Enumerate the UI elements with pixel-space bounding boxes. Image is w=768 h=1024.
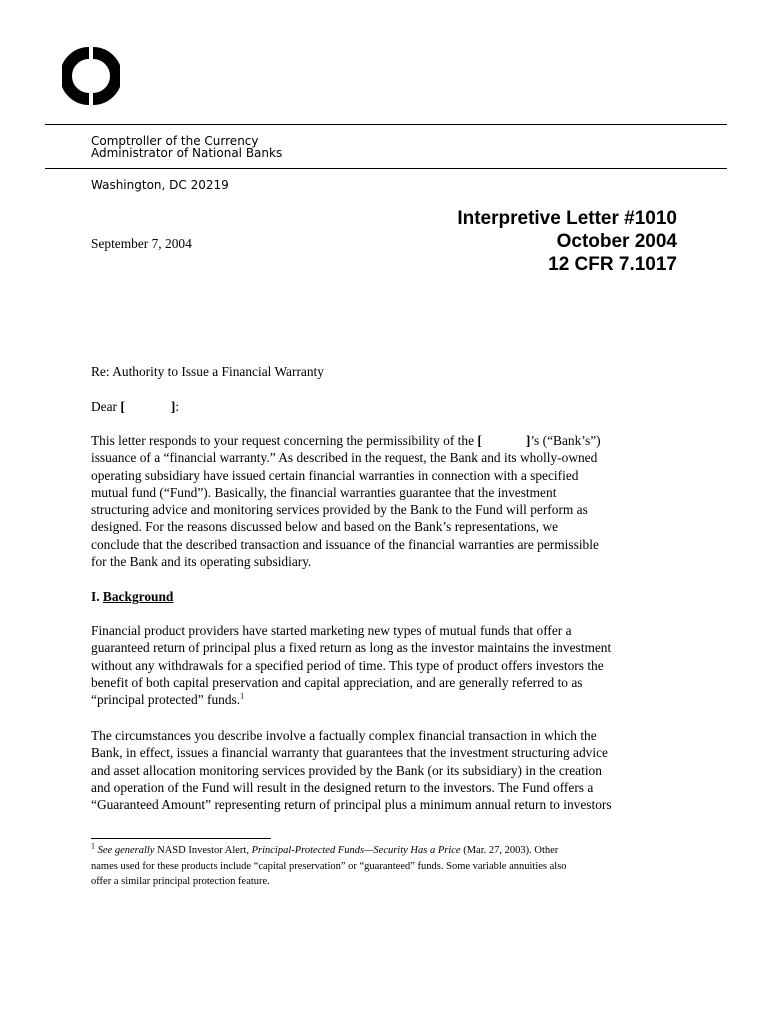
footnote-separator xyxy=(91,838,271,839)
letter-identifier xyxy=(457,207,677,276)
section-title: Background xyxy=(102,589,174,604)
footnote-text-2: (Mar. 27, 2003). Other xyxy=(460,845,559,856)
redaction-open-bracket: [ xyxy=(477,433,482,448)
subject-line: Re: Authority to Issue a Financial Warranty xyxy=(91,364,324,379)
paragraph-line: without any withdrawals for a specified period of time. This type of product offers investors the xyxy=(91,657,604,673)
paragraph-line xyxy=(91,432,681,449)
agency-name xyxy=(91,135,282,159)
agency-line-1: Comptroller of the Currency xyxy=(91,134,259,148)
paragraph-background xyxy=(91,622,681,708)
paragraph-line: for the Bank and its operating subsidiary. xyxy=(91,554,312,570)
paragraph-line: Financial product providers have started marketing new types of mutual funds that offer a xyxy=(91,623,572,638)
city-address: Washington, DC 20219 xyxy=(91,178,229,192)
salutation-colon: : xyxy=(175,399,180,414)
letter-date: September 7, 2004 xyxy=(91,236,192,251)
footnote-line: offer a similar principal protection feature. xyxy=(91,876,270,887)
paragraph-line: issuance of a “financial warranty.” As described in the request, the Bank and its wholly-owned xyxy=(91,450,598,466)
footnote-line xyxy=(91,843,691,859)
salutation-dear: Dear xyxy=(91,399,121,414)
letter-month: October 2004 xyxy=(556,231,677,252)
footnote-1 xyxy=(91,843,691,890)
redaction-close-bracket: ] xyxy=(525,433,531,448)
paragraph-circumstances xyxy=(91,727,681,813)
agency-line-2: Administrator of National Banks xyxy=(91,146,283,160)
para1-line1-start: This letter responds to your request concerning the permissibility of the xyxy=(91,433,478,448)
letter-number: Interpretive Letter #1010 xyxy=(457,208,677,229)
footnote-reference[interactable]: 1 xyxy=(240,691,245,701)
paragraph-line: and asset allocation monitoring services provided by the Bank (or its subsidiary) in the creation xyxy=(91,762,602,778)
paragraph-line: guaranteed return of principal plus a fixed return as long as the investor maintains the investment xyxy=(91,640,612,656)
header-bottom-rule xyxy=(45,168,727,169)
paragraph-intro xyxy=(91,432,681,570)
section-heading-background xyxy=(91,588,173,605)
redaction-open-bracket: [ xyxy=(120,399,125,414)
paragraph-line xyxy=(91,691,681,708)
footnote-line: names used for these products include “capital preservation” or “guaranteed” funds. Some variable annuities also xyxy=(91,860,567,872)
paragraph-line: mutual fund (“Fund”). Basically, the financial warranties guarantee that the investment xyxy=(91,484,557,500)
paragraph-line: operating subsidiary have issued certain financial warranties in connection with a specified xyxy=(91,467,579,483)
para2-line5: “principal protected” funds. xyxy=(91,692,241,708)
footnote-number: 1 xyxy=(91,841,95,851)
occ-seal-icon xyxy=(62,44,120,108)
paragraph-line: Bank, in effect, issues a financial warranty that guarantees that the investment structuring advice xyxy=(91,745,608,761)
header-top-rule xyxy=(45,124,727,125)
cfr-citation: 12 CFR 7.1017 xyxy=(548,254,677,275)
salutation xyxy=(91,398,179,415)
paragraph-line: The circumstances you describe involve a factually complex financial transaction in which the xyxy=(91,728,597,743)
para1-line1-end: ’s (“Bank’s”) xyxy=(530,433,601,448)
paragraph-line: “Guaranteed Amount” representing return of principal plus a minimum annual return to investors xyxy=(91,797,612,813)
redaction-close-bracket: ] xyxy=(170,399,176,414)
paragraph-line: and operation of the Fund will result in the designed return to the investors. The Fund offers a xyxy=(91,779,594,795)
footnote-text-1: NASD Investor Alert, xyxy=(154,845,252,856)
paragraph-line: designed. For the reasons discussed below and based on the Bank’s representations, we xyxy=(91,519,559,535)
section-number: I. xyxy=(91,589,103,604)
paragraph-line: conclude that the described transaction and issuance of the financial warranties are permissible xyxy=(91,536,599,552)
paragraph-line: structuring advice and monitoring services provided by the Bank to the Fund will perform as xyxy=(91,502,588,518)
footnote-signal: See generally xyxy=(97,845,155,856)
footnote-title: Principal-Protected Funds—Security Has a Price xyxy=(251,845,461,856)
paragraph-line: benefit of both capital preservation and capital appreciation, and are generally referred to as xyxy=(91,674,583,690)
